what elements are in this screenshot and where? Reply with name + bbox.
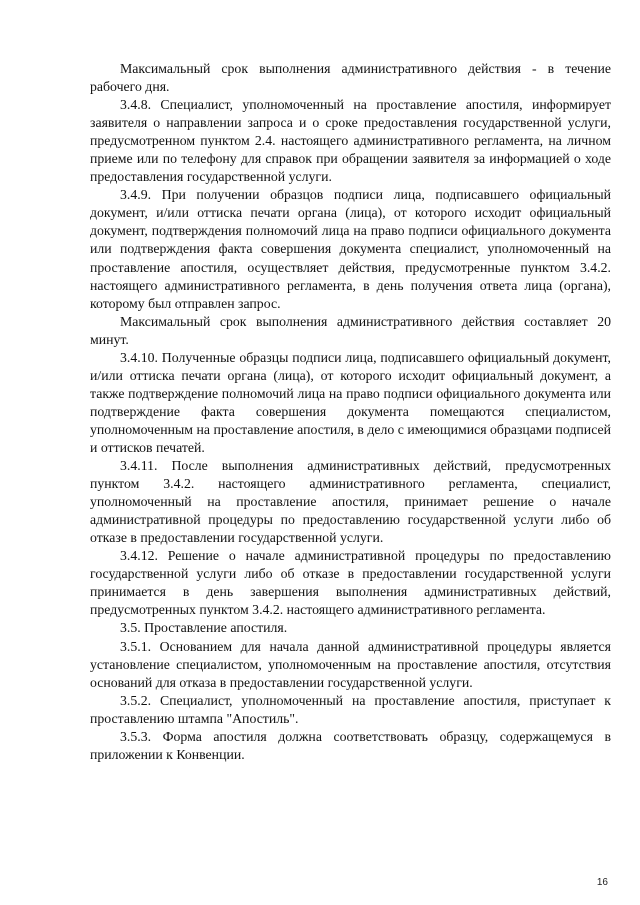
page-number: 16 — [596, 877, 608, 888]
paragraph: 3.5.1. Основанием для начала данной административной процедуры является установление специалистом, уполномоченным на проставление апостиля, отсутствия оснований для отказа в предоставлении государственной услуги. — [90, 638, 611, 690]
paragraph: Максимальный срок выполнения административного действия - в течение рабочего дня. — [90, 61, 611, 95]
document-body — [90, 60, 611, 764]
paragraph: 3.4.8. Специалист, уполномоченный на проставление апостиля, информирует заявителя о направлении запроса и о сроке предоставления государственной услуги, предусмотренном пунктом 2.4. настоящего административного регламента, на личном приеме или по телефону для справок при обращении заявителя за информацией о ходе предоставления государственной услуги. — [90, 97, 611, 185]
paragraph: 3.4.10. Полученные образцы подписи лица, подписавшего официальный документ, и/или оттиска печати органа (лица), от которого исходит официальный документ, а также подтверждение полномочий лица на право подписи официального документа или подтверждение факта совершения документа помещаются специалистом, уполномоченным на проставление апостиля, в дело с имеющимися образцами подписей и оттисков печатей. — [90, 349, 611, 455]
paragraph: 3.5.3. Форма апостиля должна соответствовать образцу, содержащемуся в приложении к Конвенции. — [90, 728, 611, 762]
paragraph: 3.4.9. При получении образцов подписи лица, подписавшего официальный документ, и/или оттиска печати органа (лица), от которого исходит официальный документ, подтверждения полномочий лица на право подписи официального документа или подтверждения факта совершения документа специалист, уполномоченный на проставление апостиля, осуществляет действия, предусмотренные пунктом 3.4.2. настоящего административного регламента, в день получения ответа лица (органа), которому был отправлен запрос. — [90, 187, 611, 311]
paragraph: 3.4.11. После выполнения административных действий, предусмотренных пунктом 3.4.2. настоящего административного регламента, специалист, уполномоченный на проставление апостиля, принимает решение о начале административной процедуры по предоставлению государственной услуги либо об отказе в предоставлении государственной услуги. — [90, 458, 611, 546]
paragraph: 3.5.2. Специалист, уполномоченный на проставление апостиля, приступает к проставлению штампа "Апостиль". — [90, 692, 611, 726]
paragraph: Максимальный срок выполнения административного действия составляет 20 минут. — [90, 313, 611, 347]
section-heading: 3.5. Проставление апостиля. — [120, 620, 288, 636]
paragraph: 3.4.12. Решение о начале административной процедуры по предоставлению государственной услуги либо об отказе в предоставлении государственной услуги принимается в день завершения выполнения административных действий, предусмотренных пунктом 3.4.2. настоящего административного регламента. — [90, 548, 611, 618]
